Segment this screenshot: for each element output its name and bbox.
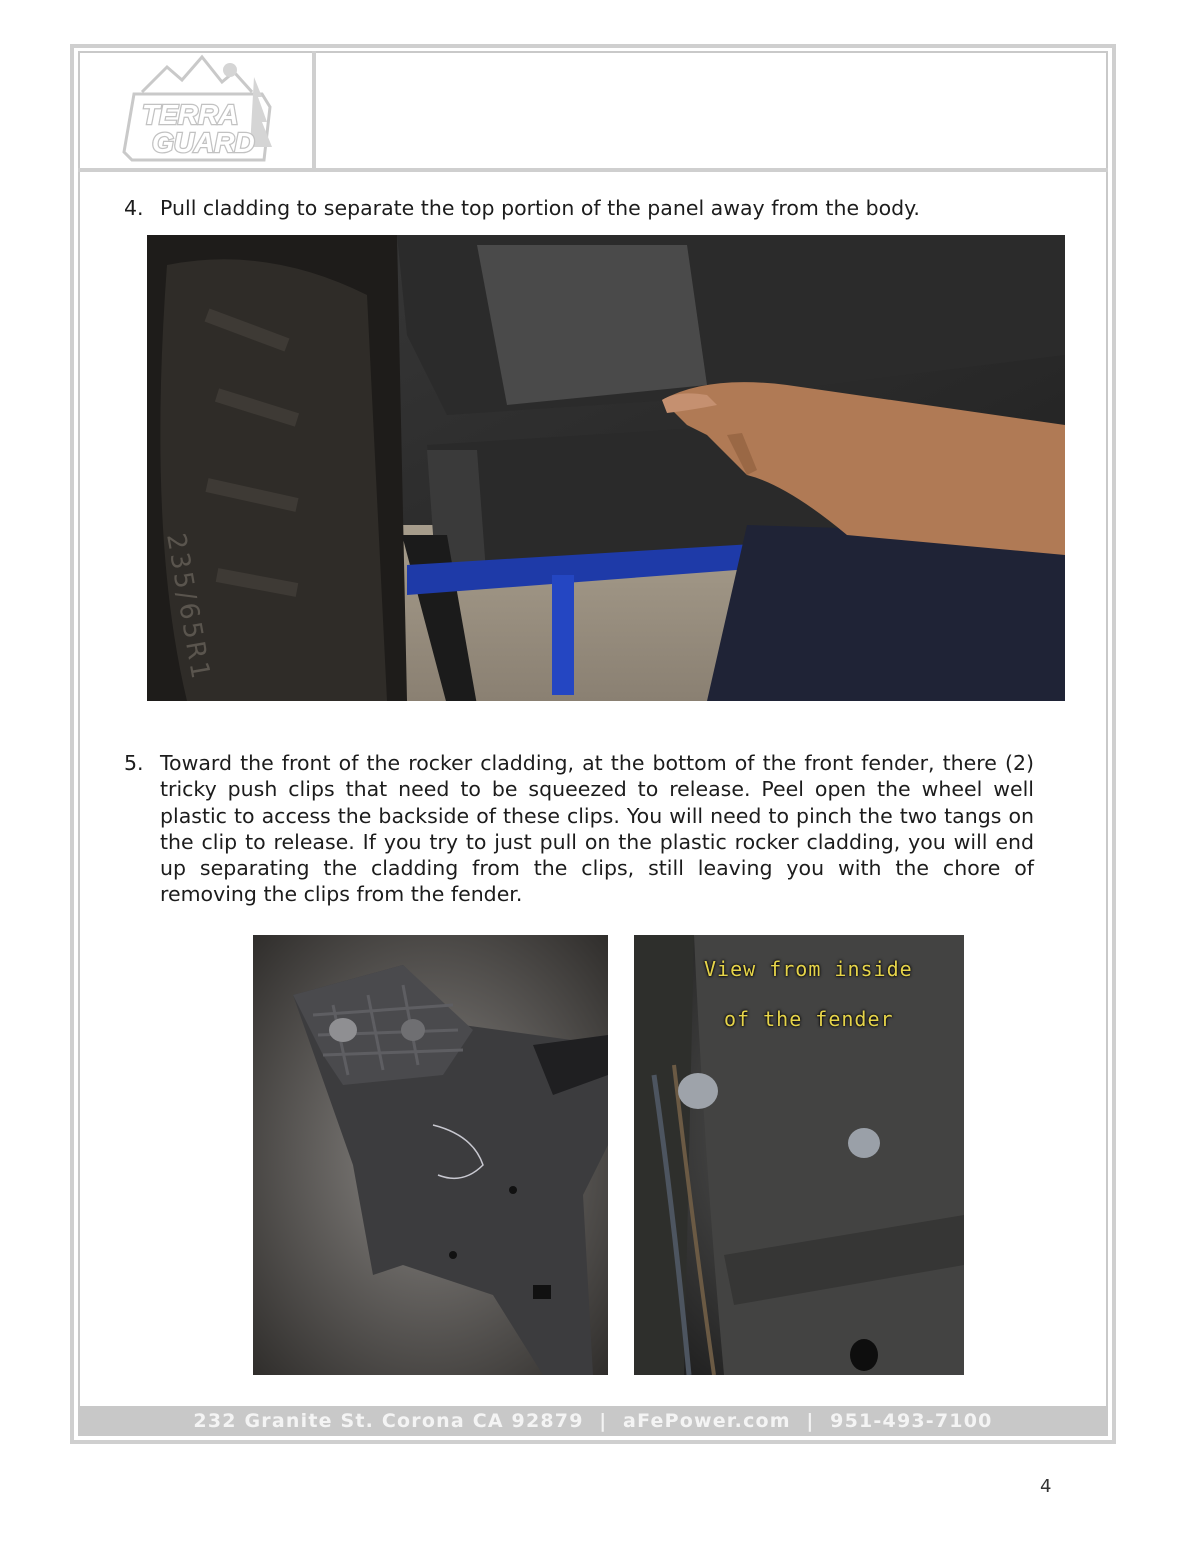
footer-contact-text: 232 Granite St. Corona CA 92879 | aFePower.com | 951-493-7100	[193, 1410, 993, 1432]
step-5-text: Toward the front of the rocker cladding, at the bottom of the front fender, there (2) tricky push clips that need to be squeezed to release. Peel open the wheel well plastic to access the backside of these clips. You will need to pinch the two tangs on the clip to release. If you try to just pull on the plastic rocker cladding, you will end up separating the cladding from the clips, still leaving you with the chore of removing the clips from the fender.	[160, 751, 1034, 907]
overlay-caption-line1: View from inside	[704, 957, 913, 981]
logo-text-line2: GUARD	[152, 127, 255, 158]
terra-guard-logo	[112, 52, 282, 167]
step-4-number: 4.	[124, 196, 144, 220]
step-5	[124, 750, 1034, 910]
tire-sidewall-text: 235/65R1	[160, 531, 216, 685]
step-4-text: Pull cladding to separate the top portion of the panel away from the body.	[160, 196, 920, 220]
page-number: 4	[1040, 1476, 1052, 1497]
photo-pulling-cladding	[147, 235, 1065, 701]
photo-inside-fender	[634, 935, 964, 1375]
header-divider-vertical	[312, 51, 316, 169]
photo-cladding-clips	[253, 935, 608, 1375]
step-5-number: 5.	[124, 751, 144, 775]
logo-text-line1: TERRA	[142, 99, 239, 130]
footer-address-bar	[78, 1406, 1108, 1436]
overlay-caption-line2: of the fender	[724, 1007, 894, 1031]
step-4	[124, 195, 1044, 223]
header-divider-horizontal	[78, 168, 1108, 172]
